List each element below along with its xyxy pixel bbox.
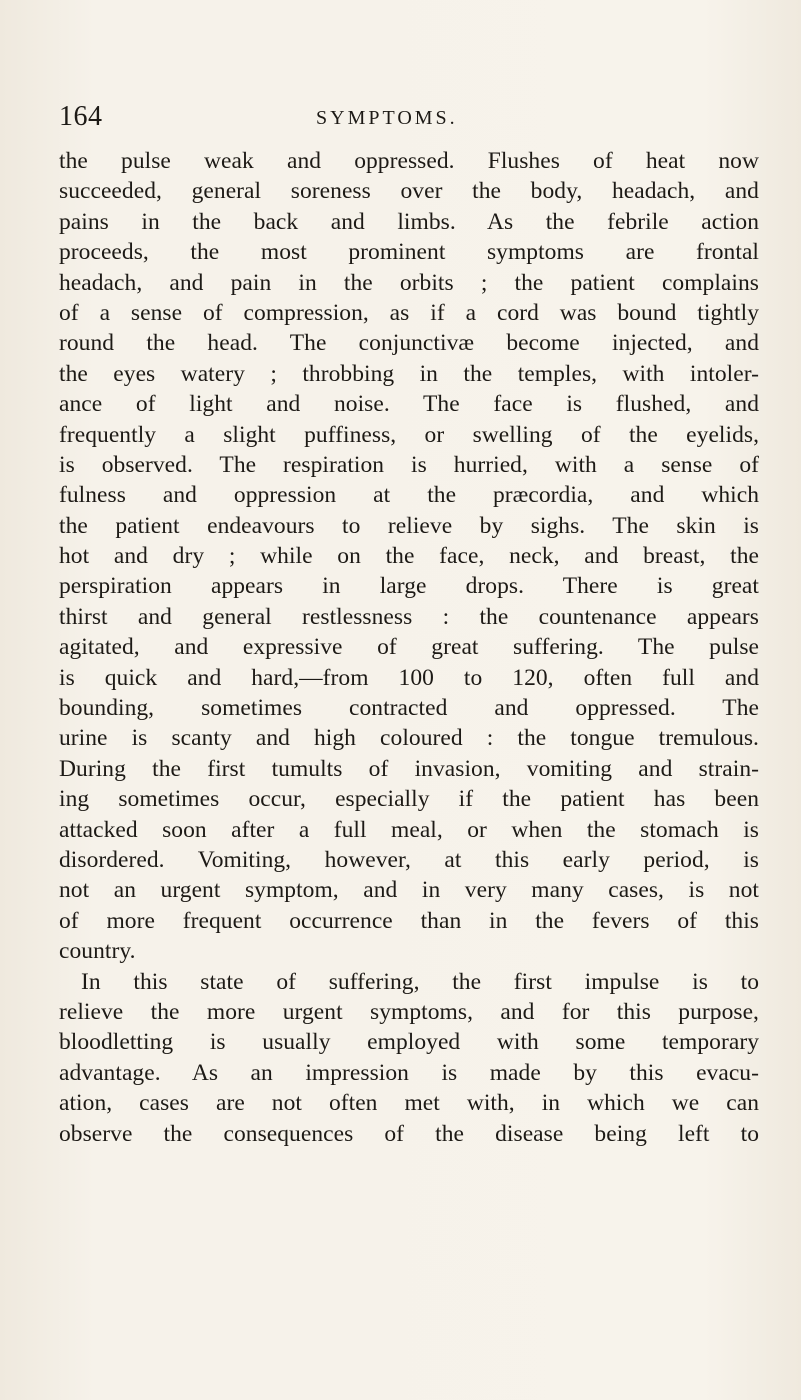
text-line: round the head. The conjunctivæ become injected, and xyxy=(59,330,759,357)
text-line: relieve the more urgent symptoms, and for this purpose, xyxy=(59,998,759,1025)
page-number: 164 xyxy=(59,101,103,132)
text-line: ing sometimes occur, especially if the patient has been xyxy=(59,786,759,813)
text-line: the patient endeavours to relieve by sighs. The skin is xyxy=(59,512,759,539)
text-line: disordered. Vomiting, however, at this early period, is xyxy=(59,846,759,873)
text-line: frequently a slight puffiness, or swelling of the eyelids, xyxy=(59,421,759,448)
text-line: urine is scanty and high coloured : the tongue tremulous. xyxy=(59,725,759,752)
text-line: hot and dry ; while on the face, neck, and breast, the xyxy=(59,543,759,570)
text-line: pains in the back and limbs. As the febrile action xyxy=(59,208,759,235)
text-line: of a sense of compression, as if a cord was bound tightly xyxy=(59,299,759,326)
text-line: is quick and hard,—from 100 to 120, often full and xyxy=(59,664,759,691)
text-line: the eyes watery ; throbbing in the temples, with intoler- xyxy=(59,360,759,387)
text-line: observe the consequences of the disease being left to xyxy=(59,1120,759,1147)
paragraph-start-line: In this state of suffering, the first impulse is to xyxy=(81,968,759,995)
text-line: headach, and pain in the orbits ; the patient complains xyxy=(59,269,759,296)
text-line: bloodletting is usually employed with some temporary xyxy=(59,1029,759,1056)
text-line: thirst and general restlessness : the countenance appears xyxy=(59,603,759,630)
text-line: the pulse weak and oppressed. Flushes of heat now xyxy=(59,148,759,174)
text-line: ation, cases are not often met with, in which we can xyxy=(59,1090,759,1117)
text-line: ance of light and noise. The face is flushed, and xyxy=(59,391,759,418)
text-line: agitated, and expressive of great suffering. The pulse xyxy=(59,634,759,661)
text-line: bounding, sometimes contracted and oppressed. The xyxy=(59,695,759,722)
body-text xyxy=(59,146,759,1149)
text-line: perspiration appears in large drops. There is great xyxy=(59,573,759,600)
text-line: succeeded, general soreness over the body, headach, and xyxy=(59,178,759,205)
text-line: attacked soon after a full meal, or when the stomach is xyxy=(59,816,759,843)
paragraph-end-line: country. xyxy=(59,938,136,965)
running-head: SYMPTOMS. xyxy=(316,107,458,129)
text-line: advantage. As an impression is made by this evacu- xyxy=(59,1059,759,1086)
page-header xyxy=(59,100,759,134)
text-line: proceeds, the most prominent symptoms are frontal xyxy=(59,239,759,266)
text-line: of more frequent occurrence than in the fevers of this xyxy=(59,907,759,934)
text-line: is observed. The respiration is hurried, with a sense of xyxy=(59,451,759,478)
text-line: During the first tumults of invasion, vomiting and strain- xyxy=(59,755,759,782)
text-line: fulness and oppression at the præcordia, and which xyxy=(59,482,759,509)
text-line: not an urgent symptom, and in very many cases, is not xyxy=(59,877,759,904)
